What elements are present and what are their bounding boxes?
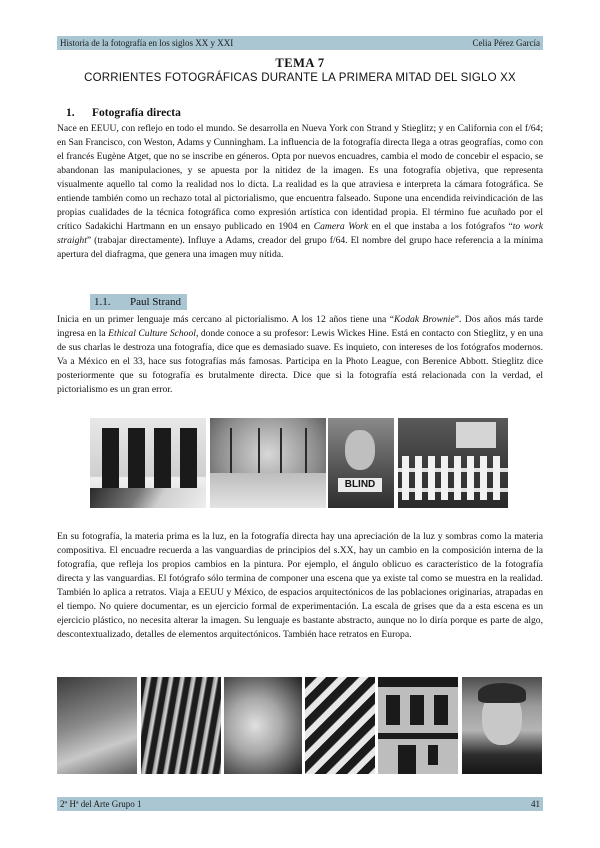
emphasis-work-straight: to work straight [57,221,543,247]
subsection-heading [90,294,187,310]
photo-plant-leaves [224,677,302,774]
photo-snow-trees [210,418,326,508]
subsection-title: Paul Strand [130,296,182,308]
photo-blind-woman [328,418,394,508]
emphasis-ethical-culture-school: Ethical Culture School [108,328,196,340]
subsection-paragraph-1: Inicia en un primer lenguaje más cercano al pictorialismo. A los 12 años tiene una “Kodak Brownie”. Dos años más tarde ingresa en la Ethical Culture School, donde conoce a su profesor: Lewis Wickes Hine. Está en contacto con Stieglitz, y en una de sus charlas le destroza una fotografía, dice que es demasiado suave. Es inquieto, con intereses de los fotógrafos modernos. Va a México en el 33, hace sus fotografías más famosas. Participa en la Photo League, con Berenice Abbott. Stieglitz dice posteriormente que su fotografía es brutalmente directa. Dice que si la fotografía está relacionada con la verdad, el pictorialismo es un gran error. [57,314,543,396]
page-header [57,36,543,50]
subsection-paragraph-2: En su fotografía, la materia prima es la luz, en la fotografía directa hay una apreciación de la luz y sombras como la materia compositiva. El encuadre recuerda a las vanguardias de principios del s.XX, hay un cambio en la composición interna de la fotografía, que refleja los propios cambios en la pintura. Por ejemplo, el ángulo oblicuo es característico de la fotografía directa y las vanguardias. El fotógrafo sólo termina de componer una escena que ya existe tal como se muestra en la realidad. También lo aplica a retratos. Viaja a EEUU y México, de espacios arquitectónicos de las poblaciones originarias, atrapadas en el tiempo. No quiere documentar, es un ejercicio formal de experimentación. La escala de grises que da a esta escena es un ejercicio plástico, no necesita alterar la imagen. Su lenguaje es bastante abstracto, aunque no lo diría porque es parte de algo, descontextualizado, detalles de elementos arquitectónicos. También hace retratos en Europa. [57,531,543,641]
page-number: 41 [531,799,540,809]
subsection-number: 1.1. [94,296,111,308]
photo-abstract-bowls [57,677,137,774]
photo-young-man-portrait [462,677,542,774]
header-author: Celia Pérez García [472,38,540,48]
section-paragraph: Nace en EEUU, con reflejo en todo el mundo. Se desarrolla en Nueva York con Strand y Stieglitz; y en California con el f/64; en San Francisco, con Weston, Adams y Cunningham. La influencia de la fotografía directa llega a otras geografías, como con el francés Eugène Atget, que no se inscribe en géneros. Opta por nuevos encuadres, cambia el modo de concebir el espacio, se abandonan las manipulaciones, y se apuesta por la nitidez de la imagen. Es una fotografía objetiva, que representa visualmente aquello tal como la realidad nos lo dicta. La realidad es la que atraviesa e interpreta la cámara fotográfica. Se entiende también como un rechazo total al pictorialismo, que encuentra falseado. Supone una encendida reivindicación de las propias cualidades de la técnica fotográfica como expresión artística con identidad propia. El término fue acuñado por el crítico Sadakichi Hartmann en un ensayo publicado en 1904 en Camera Work en el que instaba a los fotógrafos “to work straight” (trabajar directamente). Influye a Adams, creador del grupo f/64. El nombre del grupo hace referencia a la mínima apertura del diafragma, que genera una imagen muy nítida. [57,123,543,261]
emphasis-kodak-brownie: Kodak Brownie [394,314,455,325]
photo-striped-abstraction [141,677,221,774]
header-course-title: Historia de la fotografía en los siglos XX y XXI [60,38,234,48]
photo-architecture-facade [378,677,458,774]
chapter-title: TEMA 7 [275,56,325,70]
photo-wall-street [90,418,206,508]
emphasis-camera-work: Camera Work [313,221,369,233]
footer-course: 2º Hª del Arte Grupo 1 [60,799,142,809]
section-number: 1. [66,107,75,119]
section-heading [66,107,181,119]
page-footer [57,797,543,811]
photo-porch-shadows [305,677,375,774]
section-title: Fotografía directa [92,107,181,119]
photo-white-fence [398,418,508,508]
chapter-subtitle: CORRIENTES FOTOGRÁFICAS DURANTE LA PRIMERA MITAD DEL SIGLO XX [84,72,516,84]
blind-sign-text: BLIND [338,478,382,492]
